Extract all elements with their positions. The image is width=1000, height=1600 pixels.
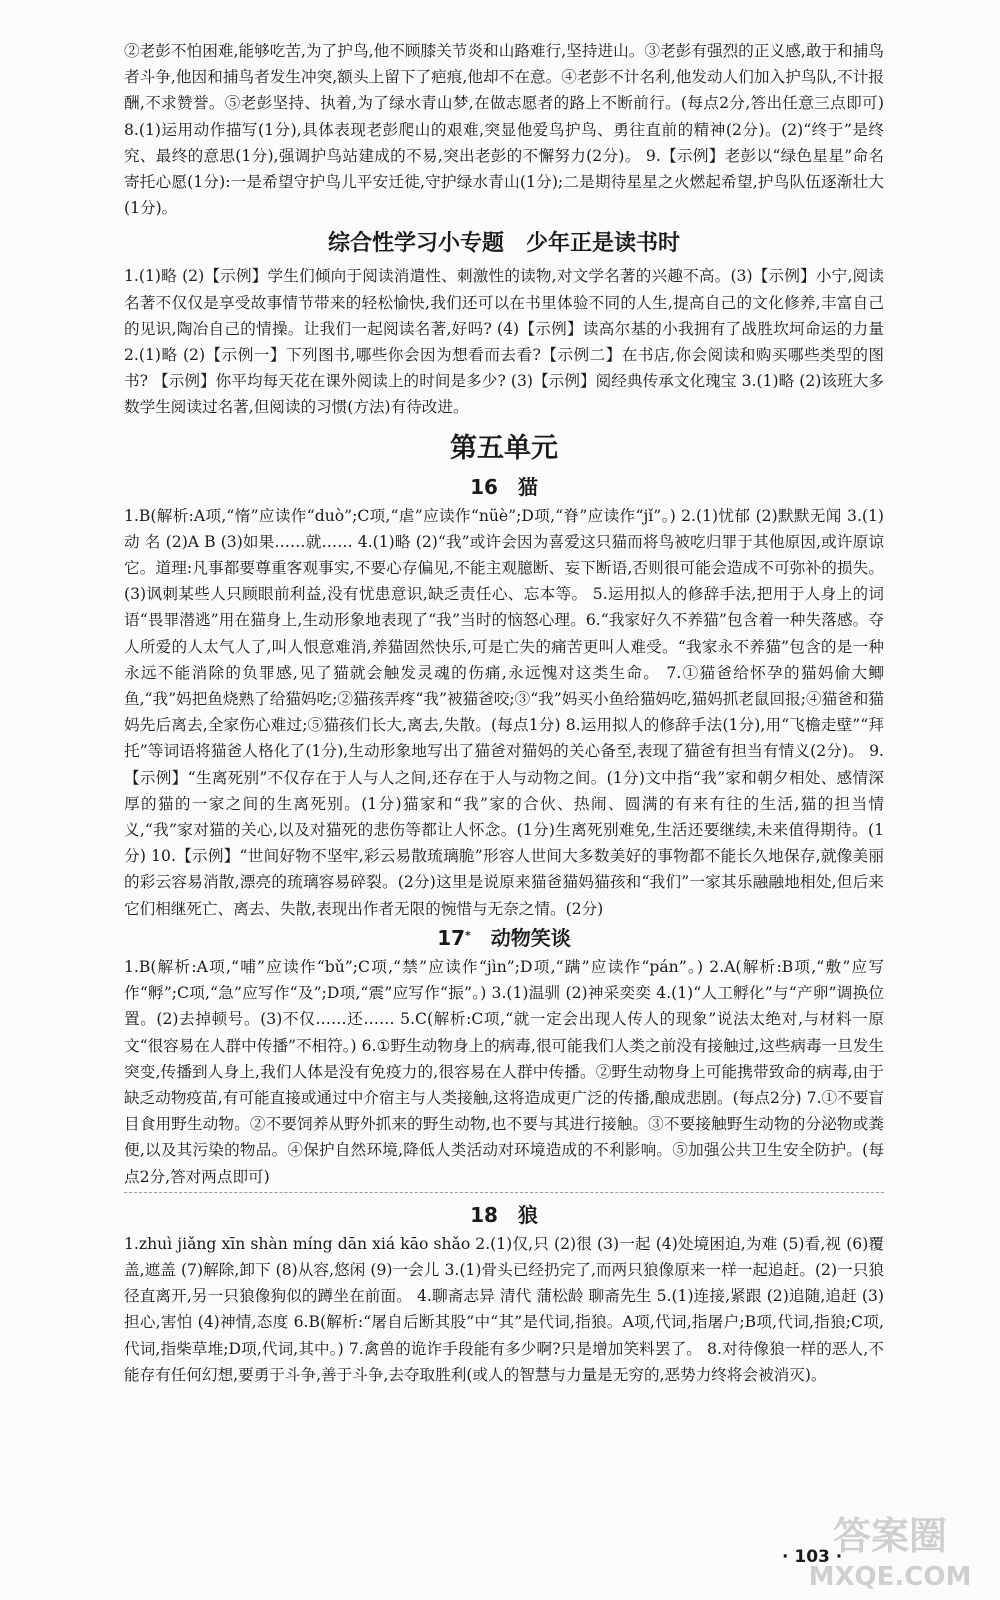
lesson18-paragraph: 1.zhuì jiǎng xīn shàn míng dān xiá kāo shǎo 2.(1)仅,只 (2)很 (3)一起 (4)处境困迫,为难 (5)看,视 (6)覆盖,遮盖 (7)解除,卸下 (8)从容,悠闲 (9)一会儿 3.(1)骨头已经扔完了,而两只狼像原来一样一起追赶。(2)一只狼径直离开,另一只狼像狗似的蹲坐在前面。 4.聊斋志异 清代 蒲松龄 聊斋先生 5.(1)连接,紧跟 (2)追随,追赶 (3)担心,害怕 (4)神情,态度 6.B(解析:“屠自后断其股”中“其”是代词,指狼。A项,代词,指屠户;B项,代词,指狼;C项,代词,指柴草堆;D项,代词,其中。) 7.禽兽的诡诈手段能有多少啊?只是增加笑料罢了。 8.对待像狼一样的恶人,不能存有任何幻想,要勇于斗争,善于斗争,去夺取胜利(或人的智慧与力量是无穷的,恶势力终将会被消灭)。	[124, 1234, 884, 1384]
lesson17-number: 17	[437, 925, 466, 950]
lesson18-title: 18 狼	[470, 1202, 538, 1227]
unit-title: 第五单元	[450, 432, 558, 464]
lesson17-title	[124, 922, 884, 954]
lesson17-name: 动物笑谈	[490, 925, 571, 950]
lesson16-title: 16 猫	[470, 474, 538, 499]
watermark-site-text: MXQE.COM	[808, 1562, 972, 1592]
section-divider	[124, 1192, 884, 1193]
answer-page	[124, 38, 889, 1388]
lesson17-paragraph: 1.B(解析:A项,“哺”应读作“bǔ”;C项,“禁”应读作“jìn”;D项,“蹒”应读作“pán”。) 2.A(解析:B项,“敷”应写作“孵”;C项,“急”应写作“及”;D项,“震”应写作“振”。) 3.(1)温驯 (2)神采奕奕 4.(1)“人工孵化”与“产卵”调换位置。(2)去掉顿号。(3)不仅……还…… 5.C(解析:C项,“就一定会出现人传人的现象”说法太绝对,与材料一原文“很容易在人群中传播”不相符。) 6.①野生动物身上的病毒,很可能我们人类之前没有接触过,这些病毒一旦发生突变,传播到人身上,我们人体是没有免疫力的,很容易在人群中传播。②野生动物身上可能携带致命的病毒,由于缺乏动物疫苗,有可能直接或通过中介宿主与人类接触,这将造成更广泛的传播,酿成悲剧。(每点2分) 7.①不要盲目食用野生动物。②不要饲养从野外抓来的野生动物,也不要与其进行接触。③不要接触野生动物的分泌物或粪便,以及其污染的物品。④保护自然环境,降低人类活动对环境造成的不利影响。⑤加强公共卫生安全防护。(每点2分,答对两点即可)	[124, 957, 884, 1186]
watermark-brand-text: 答案圈	[832, 1514, 948, 1558]
page-number: · 103 ·	[782, 1547, 843, 1567]
section1-paragraph: ②老彭不怕困难,能够吃苦,为了护鸟,他不顾膝关节炎和山路难行,坚持进山。③老彭有强烈的正义感,敢于和捕鸟者斗争,他因和捕鸟者发生冲突,额头上留下了疤痕,他却不在意。④老彭不计名利,他发动人们加入护鸟队,不计报酬,不求赞誉。⑤老彭坚持、执着,为了绿水青山梦,在做志愿者的路上不断前行。(每点2分,答出任意三点即可) 8.(1)运用动作描写(1分),具体表现老彭爬山的艰难,突显他爱鸟护鸟、勇往直前的精神(2分)。(2)“终于”是终究、最终的意思(1分),强调护鸟站建成的不易,突出老彭的不懈努力(2分)。 9.【示例】老彭以“绿色星星”命名寄托心愿(1分):一是希望守护鸟儿平安迁徙,守护绿水青山(1分);二是期待星星之火燃起希望,护鸟队伍逐渐壮大(1分)。	[124, 42, 889, 218]
lesson17-mark: *	[465, 928, 471, 942]
topic-title: 综合性学习小专题 少年正是读书时	[327, 231, 680, 257]
lesson16-paragraph: 1.B(解析:A项,“惰”应读作“duò”;C项,“虐”应读作“nüè”;D项,“脊”应读作“jǐ”。) 2.(1)忧郁 (2)默默无闻 3.(1)动 名 (2)A B (3)如果……就…… 4.(1)略 (2)“我”或许会因为喜爱这只猫而将鸟被吃归罪于其他原因,或许原谅它。道理:凡事都要尊重客观事实,不要心存偏见,不能主观臆断、妄下断语,否则很可能会造成不可弥补的损失。(3)讽刺某些人只顾眼前利益,没有忧患意识,缺乏责任心、忘本等。 5.运用拟人的修辞手法,把用于人身上的词语“畏罪潜逃”用在猫身上,生动形象地表现了“我”当时的恼怒心理。6.“我家好久不养猫”包含着一种失落感。夺人所爱的人太气人了,叫人恨意难消,养猫固然快乐,可是亡失的痛苦更叫人难受。“我家永不养猫”包含的是一种永远不能消除的负罪感,见了猫就会触发灵魂的伤痛,永远愧对这类生命。 7.①猫爸给怀孕的猫妈偷大鲫鱼,“我”妈把鱼烧熟了给猫妈吃;②猫孩弄疼“我”被猫爸咬;③“我”妈买小鱼给猫妈吃,猫妈抓老鼠回报;④猫爸和猫妈先后离去,全家伤心难过;⑤猫孩们长大,离去,失散。(每点1分) 8.运用拟人的修辞手法(1分),用“飞檐走壁”“拜托”等词语将猫爸人格化了(1分),生动形象地写出了猫爸对猫妈的关心备至,表现了猫爸有担当有情义(2分)。 9.【示例】“生离死别”不仅存在于人与人之间,还存在于人与动物之间。(1分)文中指“我”家和朝夕相处、感情深厚的猫的一家之间的生离死别。(1分)猫家和“我”家的合伙、热闹、圆满的有来有往的生活,猫的担当情义,“我”家对猫的关心,以及对猫死的悲伤等都让人怀念。(1分)生离死别难免,生活还要继续,未来值得期待。(1分) 10.【示例】“世间好物不坚牢,彩云易散琉璃脆”形容人世间大多数美好的事物都不能长久地保存,就像美丽的彩云容易消散,漂亮的琉璃容易碎裂。(2分)这里是说原来猫爸猫妈猫孩和“我们”一家其乐融融地相处,但后来它们相继死亡、离去、失散,表现出作者无限的惋惜与无奈之情。(2分)	[124, 506, 884, 918]
topic-paragraph: 1.(1)略 (2)【示例】学生们倾向于阅读消遣性、刺激性的读物,对文学名著的兴趣不高。(3)【示例】小宁,阅读名著不仅仅是享受故事情节带来的轻松愉快,我们还可以在书里体验不同的人生,提高自己的文化修养,丰富自己的见识,陶冶自己的情操。让我们一起阅读名著,好吗? (4)【示例】读高尔基的小我拥有了战胜坎坷命运的力量 2.(1)略 (2)【示例一】下列图书,哪些你会因为想看而去看?【示例二】在书店,你会阅读和购买哪些类型的图书? 【示例】你平均每天花在课外阅读上的时间是多少? (3)【示例】阅经典传承文化瑰宝 3.(1)略 (2)该班大多数学生阅读过名著,但阅读的习惯(方法)有待改进。	[124, 267, 889, 417]
